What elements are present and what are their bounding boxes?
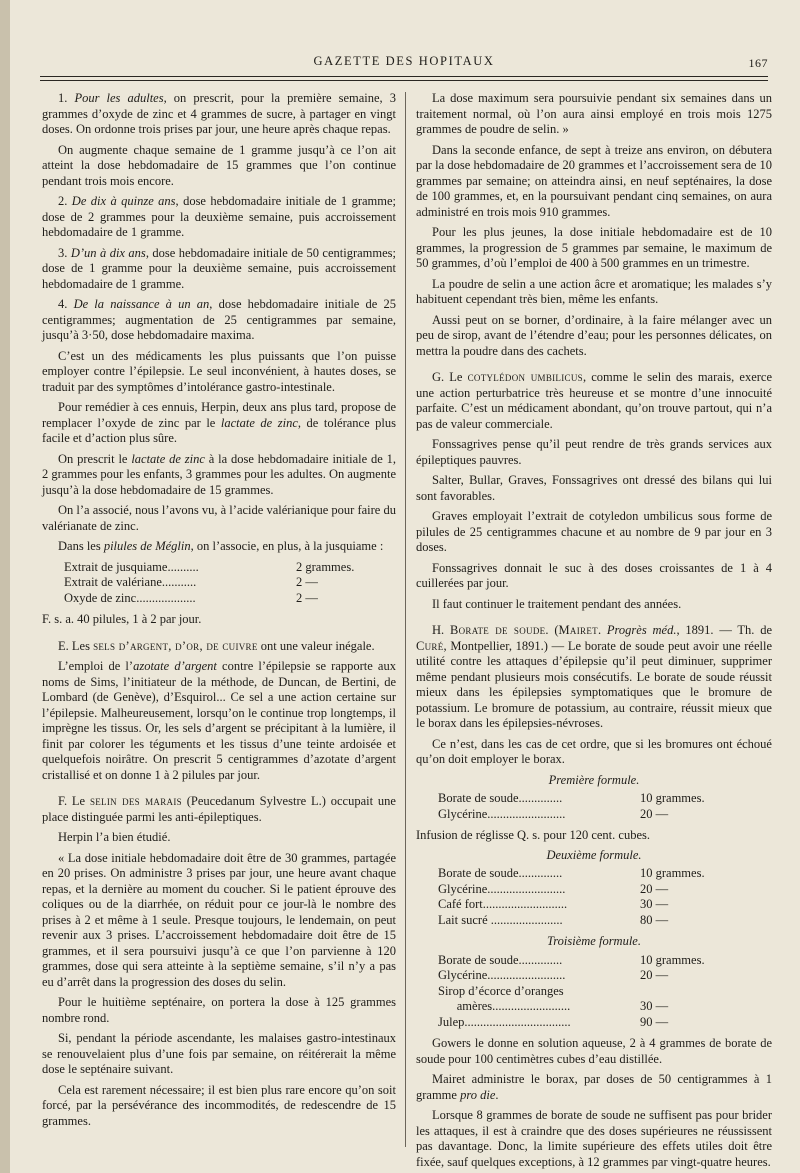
paragraph: Fonssagrives donnait le suc à des doses croissantes de 1 à 4 cuillerées par jour. bbox=[416, 560, 772, 590]
formula-list bbox=[438, 866, 732, 928]
formula-row: Sirop d’écorce d’oranges bbox=[438, 983, 564, 998]
left-column bbox=[42, 91, 396, 1134]
formula-row: Borate de soude.............. 10 grammes. bbox=[438, 791, 705, 805]
paragraph: La dose maximum sera poursuivie pendant six semaines dans un traitement normal, où l’on aura ainsi employé en trois mois 1275 grammes de poudre de selin. » bbox=[416, 91, 772, 136]
paragraph: 1. Pour les adultes, on prescrit, pour la première semaine, 3 grammes d’oxyde de zinc et 4 grammes de sucre, à partager en vingt doses. On ordonne trois prises par jour, une heure après chaque repas. bbox=[42, 91, 396, 136]
formula-row: Glycérine......................... 20 — bbox=[438, 806, 669, 821]
formula-list bbox=[438, 791, 732, 822]
section-h: H. Borate de soude. (Mairet. Progrès méd., 1891. — Th. de Curé, Montpellier, 1891.) — Le borate de soude peut avoir une réelle utilité contre les attaques d’épilepsie qu’il peut diminuer, supprimer même pendant plusieurs mois consécutifs. Le borate de soude réussit mieux dans les épilepsies symptomatiques que le bromure de potassium. Le bromure de potassium, au contraire, réussit mieux que le borax dans les épilepsies-névroses. bbox=[416, 623, 773, 730]
paragraph: Mairet administre le borax, par doses de 50 centigrammes à 1 gramme pro die. bbox=[416, 1072, 772, 1102]
formula-title: Troisième formule. bbox=[547, 934, 641, 948]
formula-list bbox=[438, 953, 732, 1031]
paragraph: « La dose initiale hebdomadaire doit être de 30 grammes, partagée en 20 prises. On administre 3 prises par jour, une heure avant chaque repas, et la dernière au moment du coucher. Si le patient éprouve des coliques ou de la diarrhée, on réduit pour ce jour-là le nombre des prises à 2 et même à 1 seule. Presque toujours, le lendemain, on peut revenir aux 3 prises. L’accroissement hebdomadaire doit être de 15 grammes, et il sera poursuivi jusqu’à ce que l’on parvienne à 120 grammes, dose qui sera atteinte à la septième semaine, s’il n’y a pas eu d’arrêt dans la progression des doses du selin. bbox=[42, 850, 396, 989]
page-header bbox=[40, 52, 768, 72]
paragraph: On l’a associé, nous l’avons vu, à l’acide valérianique pour faire du valérianate de zinc. bbox=[42, 503, 396, 533]
paragraph: 2. De dix à quinze ans, dose hebdomadaire initiale de 1 gramme; dose de 2 grammes pour la deuxième semaine, puis accroissement hebdomadaire de 1 gramme. bbox=[42, 194, 397, 239]
page-number: 167 bbox=[748, 56, 768, 70]
paragraph: Fonssagrives pense qu’il peut rendre de très grands services aux épileptiques pauvres. bbox=[416, 437, 772, 467]
section-g: G. Le cotylédon umbilicus, comme le selin des marais, exerce une action perturbatrice très heureuse et se montre d’une innocuité parfaite. C’est un médicament abondant, qu’on trouve partout, qui n’a pas de valeur commerciale. bbox=[416, 370, 773, 431]
formula-row: amères......................... 30 — bbox=[438, 999, 669, 1013]
section-e: E. Les sels d’argent, d’or, de cuivre ont une valeur inégale. bbox=[58, 638, 375, 653]
recipe-row: Oxyde de zinc................... 2 — bbox=[64, 590, 318, 605]
formula-row: Lait sucré ....................... 80 — bbox=[438, 912, 669, 927]
formula-row: Café fort........................... 30 — bbox=[438, 897, 669, 911]
infusion-line: Infusion de réglisse Q. s. pour 120 cent. cubes. bbox=[416, 828, 650, 842]
formula-row: Borate de soude.............. 10 grammes. bbox=[438, 866, 705, 880]
paragraph: Aussi peut on se borner, d’ordinaire, à la faire mélanger avec un peu de sirop, avant de l’étendre d’eau; pour les personnes délicates, on mettra la poudre dans des cachets. bbox=[416, 312, 772, 358]
recipe-row: Extrait de jusquiame.......... 2 grammes. bbox=[64, 559, 355, 574]
formula-row: Julep.................................. 90 — bbox=[438, 1014, 669, 1029]
paragraph: On augmente chaque semaine de 1 gramme jusqu’à ce l’on ait atteint la dose hebdomadaire de 15 grammes que l’on continue pendant trois mois encore. bbox=[42, 142, 396, 188]
formula-row: Glycérine......................... 20 — bbox=[438, 881, 669, 896]
paragraph: C’est un des médicaments les plus puissants que l’on puisse employer contre l’épilepsie. Le seul inconvénient, à hautes doses, se traduit par des symptômes d’intolérance gastro-intestinale. bbox=[42, 348, 396, 394]
paragraph: Dans la seconde enfance, de sept à treize ans environ, on débutera par la dose hebdomadaire de 20 grammes et l’accroissement sera de 10 grammes par semaine; on atteindra ainsi, en neuf septénaires, la dose de 100 grammes, et, en la poursuivant pendant cinq semaines, on aura administré en trois mois 910 grammes. bbox=[416, 142, 772, 219]
paragraph: Cela est rarement nécessaire; il est bien plus rare encore qu’on soit forcé, par la persévérance des incommodités, de redescendre de 15 grammes. bbox=[42, 1082, 396, 1128]
paragraph: Pour le huitième septénaire, on portera la dose à 125 grammes nombre rond. bbox=[42, 995, 396, 1025]
header-rule bbox=[40, 76, 768, 77]
paragraph: Ce n’est, dans les cas de cet ordre, que si les bromures ont échoué qu’on doit employer le borax. bbox=[416, 736, 772, 766]
section-f: F. Le selin des marais (Peucedanum Sylvestre L.) occupait une place distinguée parmi les anti-épileptiques. bbox=[42, 794, 396, 824]
paragraph: Herpin l’a bien étudié. bbox=[58, 830, 171, 844]
paragraph: 3. D’un à dix ans, dose hebdomadaire initiale de 50 centigrammes; dose de 1 gramme pour la deuxième semaine, puis accroissement hebdomadaire de 1 gramme. bbox=[42, 245, 397, 291]
formula-title: Deuxième formule. bbox=[546, 847, 642, 862]
paragraph: On prescrit le lactate de zinc à la dose hebdomadaire initiale de 1, 2 grammes pour les enfants, 3 grammes pour les adultes. On augmente jusqu’à la dose hebdomadaire de 15 grammes. bbox=[42, 451, 397, 497]
paragraph: L’emploi de l’azotate d’argent contre l’épilepsie se rapporte aux noms de Sims, l’initiateur de la méthode, de Duncan, de Bertini, de Lombard (de Genève), d’Esquirol... Ce sel a une action certaine sur l’épilepsie. Malheureusement, lorsqu’on le continue trop longtemps, il imprègne les tissus. Or, les sels d’argent se précipitant à la lumière, il finit par colorer les téguments et les tissus d’une teinte ardoisée et quelquefois noirâtre. On prescrit 5 centigrammes d’azotate d’argent cristallisé et on donne 1 à 2 pilules par jour. bbox=[42, 659, 396, 782]
paragraph: Gowers le donne en solution aqueuse, 2 à 4 grammes de borate de soude pour 100 centimètres cubes d’eau distillée. bbox=[416, 1036, 772, 1066]
paragraph: Graves employait l’extrait de cotyledon umbilicus sous forme de pilules de 25 centigrammes chacune et au nombre de 9 par jour en 3 doses. bbox=[416, 509, 772, 554]
journal-title: GAZETTE DES HOPITAUX bbox=[313, 54, 495, 68]
formula-row: Borate de soude.............. 10 grammes. bbox=[438, 952, 705, 967]
paragraph: 4. De la naissance à un an, dose hebdomadaire initiale de 25 centigrammes; augmentation de 25 centigrammes par semaine, jusqu’à 3·50, dose hebdomadaire maxima. bbox=[42, 297, 396, 342]
paragraph: Si, pendant la période ascendante, les malaises gastro-intestinaux se renouvelaient plus d’une fois par semaine, on réitérerait la même dose le septénaire suivant. bbox=[42, 1031, 396, 1076]
paragraph: Il faut continuer le traitement pendant des années. bbox=[432, 596, 682, 611]
recipe-list bbox=[64, 560, 396, 607]
header-rule-thin bbox=[40, 80, 768, 81]
paragraph: Pour remédier à ces ennuis, Herpin, deux ans plus tard, propose de remplacer l’oxyde de zinc par le lactate de zinc, de tolérance plus facile et d’action plus sûre. bbox=[42, 400, 397, 445]
column-divider bbox=[405, 92, 406, 1147]
paragraph: Salter, Bullar, Graves, Fonssagrives ont dressé des bilans qui lui sont favorables. bbox=[416, 473, 772, 503]
paragraph: Dans les pilules de Méglin, on l’associe, en plus, à la jusquiame : bbox=[58, 539, 384, 553]
binding-edge bbox=[0, 0, 10, 1173]
right-column bbox=[416, 91, 772, 1173]
formula-row: Glycérine......................... 20 — bbox=[438, 968, 669, 982]
paragraph: Lorsque 8 grammes de borate de soude ne suffisent pas pour brider les attaques, il est à craindre que des doses supérieures ne réussissent pas davantage. Donc, la limite supérieure des effets utiles doit être fixée, sauf quelques exceptions, à 12 grammes par vingt-quatre heures. bbox=[416, 1108, 772, 1169]
recipe-note: F. s. a. 40 pilules, 1 à 2 par jour. bbox=[42, 612, 202, 626]
paragraph: La poudre de selin a une action âcre et aromatique; les malades s’y habituent cependant très bien, même les enfants. bbox=[416, 276, 772, 306]
formula-title: Première formule. bbox=[548, 772, 640, 787]
recipe-row: Extrait de valériane........... 2 — bbox=[64, 575, 318, 589]
paragraph: Pour les plus jeunes, la dose initiale hebdomadaire est de 10 grammes, la progression de 5 grammes par semaine, le maximum de 50 grammes, d’où l’emploi de 400 à 500 grammes en un trimestre. bbox=[416, 225, 772, 270]
